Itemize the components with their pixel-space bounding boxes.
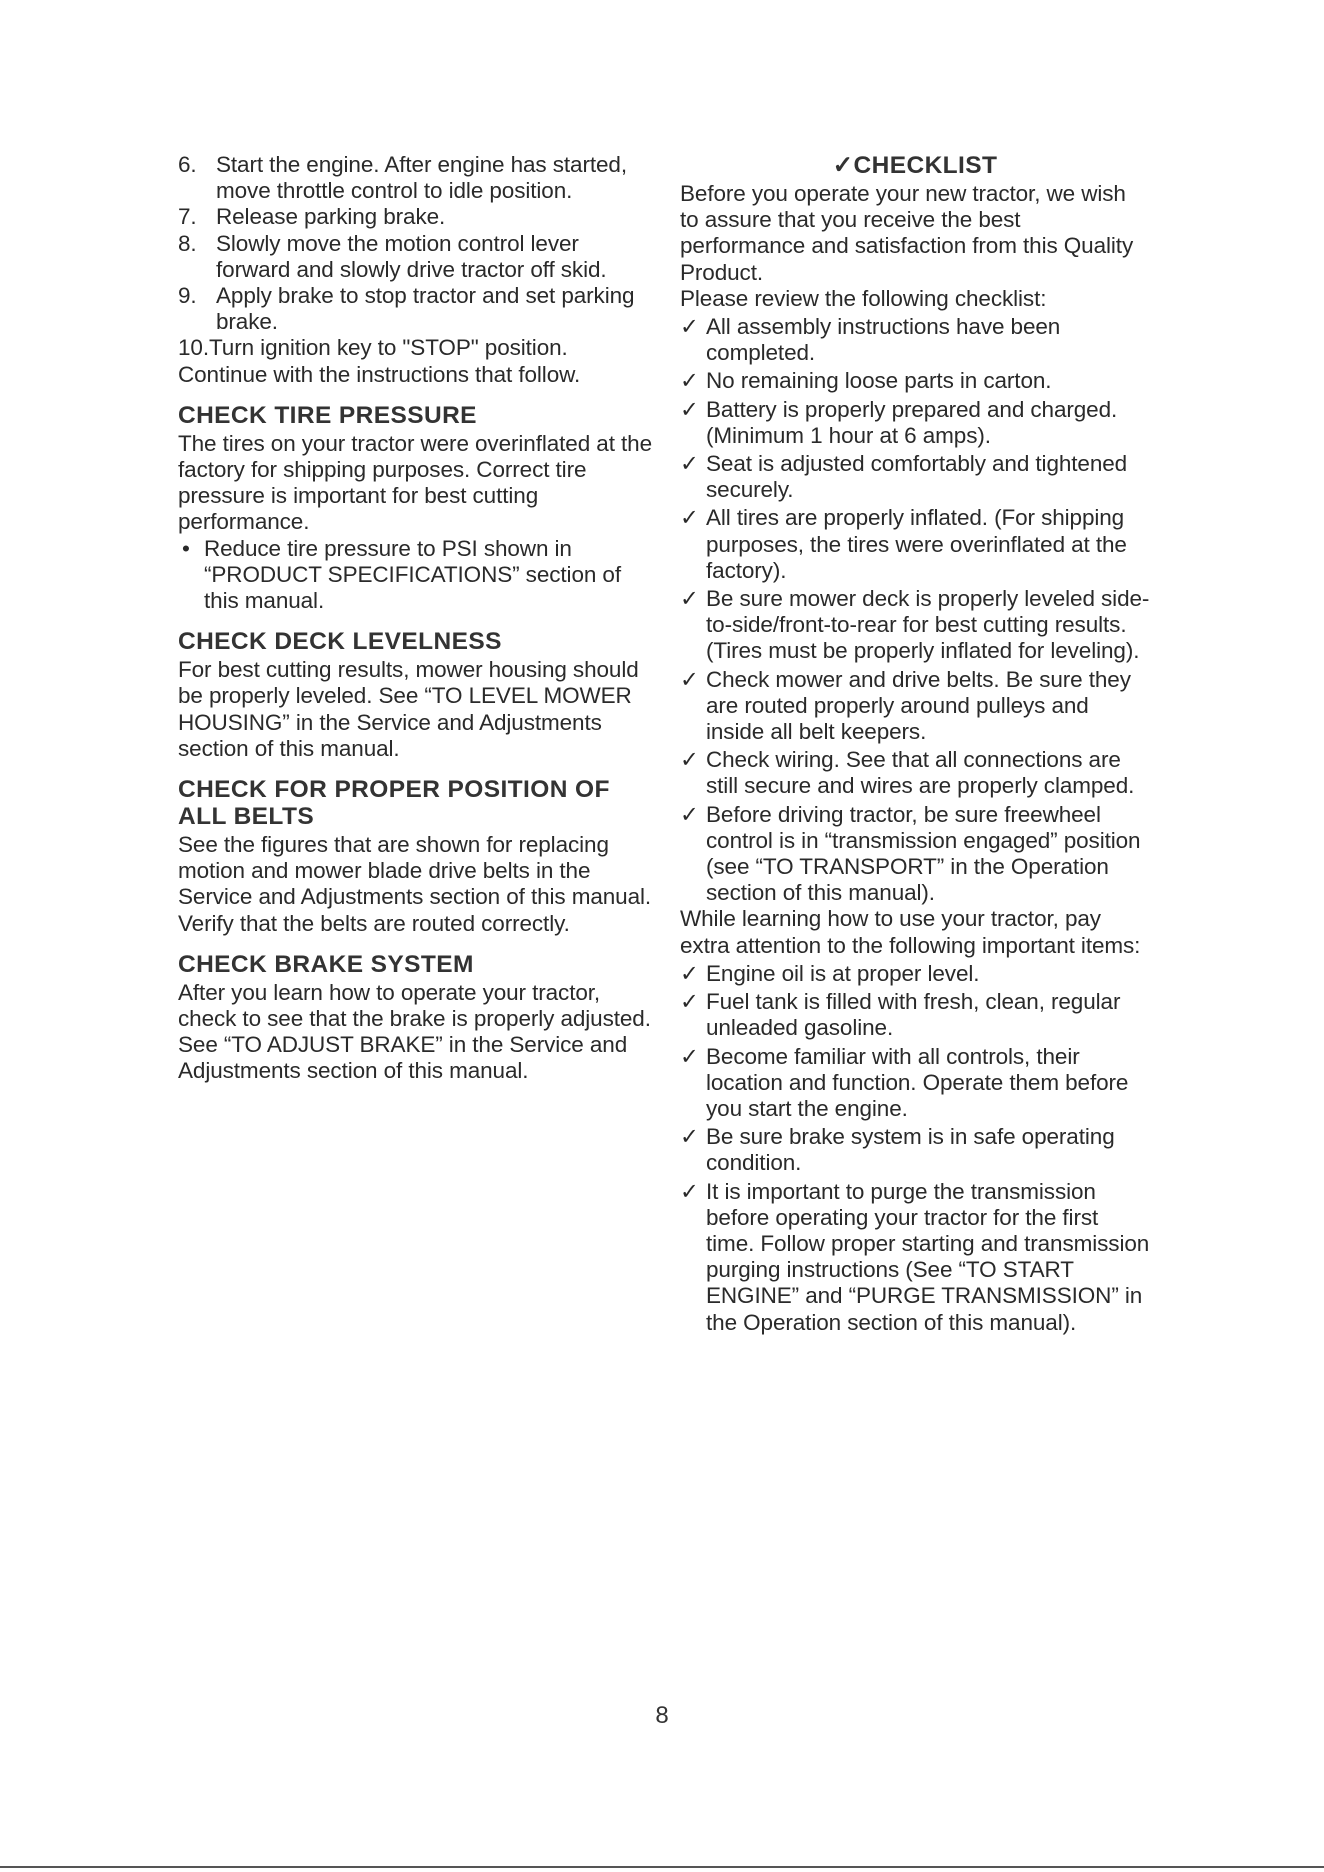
checklist-item-text: All assembly instructions have been completed.: [706, 314, 1061, 366]
bottom-rule: [0, 1866, 1324, 1868]
checklist-item: [680, 368, 1150, 394]
checklist-item: [680, 802, 1150, 907]
check-mark-icon: ✓: [680, 666, 699, 692]
step-7: 7. Release parking brake.: [178, 204, 446, 230]
learning-text: While learning how to use your tractor, pay extra attention to the following important items:: [680, 906, 1141, 958]
important-items: [680, 961, 1150, 1336]
belts-body: See the figures that are shown for replacing motion and mower blade drive belts in the Service and Adjustments section of this manual. Verify that the belts are routed correctly.: [178, 832, 652, 936]
check-mark-icon: ✓: [680, 747, 699, 773]
page-number: 8: [655, 1702, 669, 1729]
belts-heading: CHECK FOR PROPER POSITION OF ALL BELTS: [178, 776, 610, 831]
checklist-item-text: All tires are properly inflated. (For shipping purposes, the tires were overinflated at the factory).: [706, 505, 1127, 583]
checklist-item-text: No remaining loose parts in carton.: [706, 368, 1052, 394]
check-mark-icon: ✓: [680, 989, 699, 1015]
step-6: 6. Start the engine. After engine has started, move throttle control to idle position.: [178, 152, 627, 204]
check-mark-icon: ✓: [680, 1178, 699, 1204]
checklist-item: [680, 961, 1150, 987]
checklist-item-text: Before driving tractor, be sure freewheel control is in “transmission engaged” position (see “TO TRANSPORT” in the Operation section of this manual).: [706, 801, 1141, 906]
checklist-item: [680, 586, 1150, 665]
tire-pressure-heading: CHECK TIRE PRESSURE: [178, 401, 477, 429]
checklist-item: [680, 1179, 1150, 1336]
checklist-item-text: Become familiar with all controls, their location and function. Operate them before you start the engine.: [706, 1043, 1129, 1121]
checklist-item-text: Seat is adjusted comfortably and tightened securely.: [706, 451, 1128, 503]
right-column: [680, 152, 1150, 1336]
checklist-item: [680, 667, 1150, 746]
checklist-items: [680, 314, 1150, 906]
checklist-item: [680, 1044, 1150, 1123]
continue-text: Continue with the instructions that follow.: [178, 361, 581, 387]
checklist-heading: ✓CHECKLIST: [832, 152, 998, 179]
checklist-item: [680, 314, 1150, 366]
step-10: 10.Turn ignition key to "STOP" position.: [178, 335, 568, 361]
checklist-item: [680, 747, 1150, 799]
check-mark-icon: ✓: [680, 586, 699, 612]
checklist-item-text: Check wiring. See that all connections are still secure and wires are properly clamped.: [706, 747, 1135, 799]
checklist-item: [680, 397, 1150, 449]
checklist-item-text: Engine oil is at proper level.: [706, 960, 980, 986]
checklist-item: [680, 505, 1150, 584]
brake-system-heading: CHECK BRAKE SYSTEM: [178, 950, 474, 978]
checklist-item-text: Be sure mower deck is properly leveled side-to-side/front-to-rear for best cutting results. (Tires must be properly inflated for leveling).: [706, 586, 1150, 664]
brake-system-body: After you learn how to operate your tractor, check to see that the brake is properly adjusted. See “TO ADJUST BRAKE” in the Service and Adjustments section of this manual.: [178, 979, 651, 1084]
left-column: [178, 152, 656, 1085]
step-9: 9. Apply brake to stop tractor and set parking brake.: [178, 283, 635, 335]
checklist-item-text: It is important to purge the transmission before operating your tractor for the first time. Follow proper starting and transmission purging instructions (See “TO START ENGINE” and “PURGE TRANSMISSION” in the Operation section of this manual).: [706, 1178, 1150, 1335]
checklist-item-text: Check mower and drive belts. Be sure they are routed properly around pulleys and inside all belt keepers.: [706, 666, 1131, 745]
deck-levelness-body: For best cutting results, mower housing should be properly leveled. See “TO LEVEL MOWER HOUSING” in the Service and Adjustments section of this manual.: [178, 657, 639, 761]
check-mark-icon: ✓: [680, 451, 699, 477]
check-mark-icon: ✓: [680, 505, 699, 531]
checklist-item-text: Battery is properly prepared and charged. (Minimum 1 hour at 6 amps).: [706, 396, 1118, 448]
tire-pressure-bullet: • Reduce tire pressure to PSI shown in “PRODUCT SPECIFICATIONS” section of this manual.: [182, 535, 621, 614]
deck-levelness-heading: CHECK DECK LEVELNESS: [178, 628, 502, 656]
check-mark-icon: ✓: [680, 368, 699, 394]
check-mark-icon: ✓: [680, 314, 699, 340]
checklist-item-text: Fuel tank is filled with fresh, clean, regular unleaded gasoline.: [706, 989, 1121, 1041]
checklist-item: [680, 451, 1150, 503]
checklist-intro: Before you operate your new tractor, we wish to assure that you receive the best performance and satisfaction from this Quality Product.: [680, 181, 1134, 285]
checklist-item: [680, 989, 1150, 1041]
tire-pressure-body: The tires on your tractor were overinflated at the factory for shipping purposes. Correct tire pressure is important for best cutting performance.: [178, 430, 652, 535]
checklist-item: [680, 1124, 1150, 1176]
check-mark-icon: ✓: [680, 960, 699, 986]
check-mark-icon: ✓: [680, 396, 699, 422]
check-mark-icon: ✓: [680, 801, 699, 827]
checklist-item-text: Be sure brake system is in safe operating condition.: [706, 1124, 1115, 1176]
step-8: 8. Slowly move the motion control lever forward and slowly drive tractor off skid.: [178, 230, 607, 282]
check-mark-icon: ✓: [680, 1043, 699, 1069]
check-mark-icon: ✓: [680, 1124, 699, 1150]
checklist-review: Please review the following checklist:: [680, 285, 1047, 311]
